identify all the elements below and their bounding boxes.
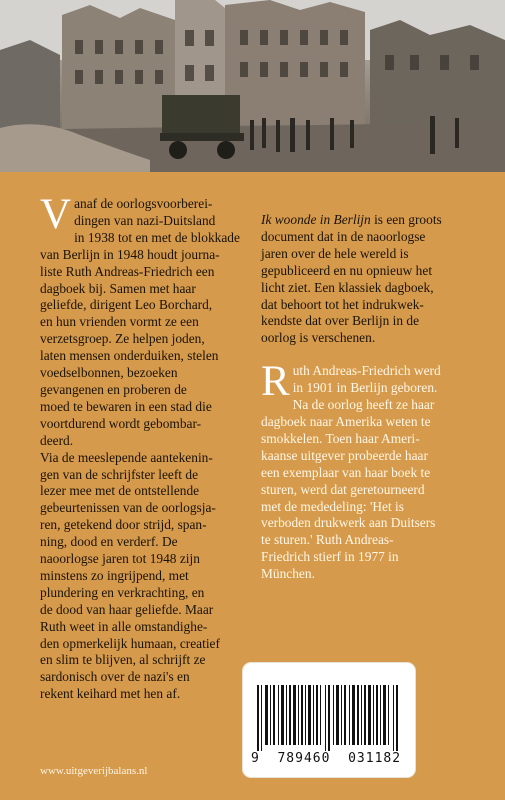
bio-line: een exemplaar van haar boek te: [261, 464, 431, 480]
bio-line: München.: [261, 566, 315, 582]
bio-line: kaanse uitgever probeerde haar: [261, 447, 428, 463]
bio-line: Friedrich stierf in 1977 in: [261, 549, 399, 565]
blurb-line: gebeurtenissen van de oorlogsja-: [40, 500, 216, 516]
blurb-line: de dood van haar geliefde. Maar: [40, 601, 214, 617]
intro-line: document dat in de naoorlogse: [261, 228, 426, 244]
author-bio: [261, 358, 461, 583]
bio-line: sturen, werd dat geretourneerd: [261, 481, 425, 497]
bio-line: Na de oorlog heeft ze haar: [292, 397, 435, 413]
barcode-icon: [257, 685, 401, 751]
bio-line: in 1901 in Berlijn geboren.: [292, 380, 438, 396]
bio-line: te sturen.' Ruth Andreas-: [261, 532, 394, 548]
bio-line: dagboek naar Amerika weten te: [261, 413, 431, 429]
blurb-line: deerd.: [40, 432, 74, 448]
blurb-line: liste Ruth Andreas-Friedrich een: [40, 263, 215, 279]
barcode-label: [243, 663, 415, 777]
blurb-line: voortdurend wordt gebombar-: [40, 415, 202, 431]
blurb-line: geliefde, dirigent Leo Borchard,: [40, 297, 213, 313]
intro-line: dat behoort tot het indrukwek-: [261, 296, 424, 312]
cover-photo-berlin-ruins: [0, 0, 505, 172]
blurb-line: rekent keihard met hen af.: [40, 686, 181, 702]
blurb-line: den opmerkelijk humaan, creatief: [40, 635, 220, 651]
blurb-line: en hun vrienden vormt ze een: [40, 314, 199, 330]
blurb-line: dagboek bij. Samen met haar: [40, 280, 196, 296]
blurb-paragraph: [40, 191, 250, 703]
intro-line: kendste dat over Berlijn in de: [261, 313, 420, 329]
intro-line: licht ziet. Een klassiek dagboek,: [261, 279, 434, 295]
intro-line: oorlog is verschenen.: [261, 330, 376, 346]
blurb-line: van Berlijn in 1948 houdt journa-: [40, 246, 220, 262]
blurb-line: gevangenen en proberen de: [40, 381, 187, 397]
blurb-line: minstens zo ingrijpend, met: [40, 567, 189, 583]
blurb-line: dingen van nazi-Duitsland: [74, 212, 216, 228]
intro-line: jaren over de hele wereld is: [261, 245, 409, 261]
bio-line: verboden drukwerk aan Duitsers: [261, 515, 436, 531]
intro-paragraph: [261, 212, 461, 347]
blurb-line: naoorlogse jaren tot 1948 zijn: [40, 551, 200, 567]
bio-line: met de mededeling: 'Het is: [261, 498, 404, 514]
blurb-line: moed te bewaren in een stad die: [40, 398, 212, 414]
publisher-website: www.uitgeverijbalans.nl: [40, 765, 148, 777]
right-column: [261, 212, 461, 583]
blurb-column: [40, 191, 250, 703]
bio-line: uth Andreas-Friedrich werd: [292, 363, 441, 379]
bio-dropcap: R: [261, 358, 290, 406]
blurb-line: voedselbonnen, bezoeken: [40, 365, 178, 381]
book-title: Ik woonde in Berlijn: [261, 212, 371, 227]
blurb-line: gen van de schrijfster leeft de: [40, 466, 199, 482]
blurb-line: verzetsgroep. Ze helpen joden,: [40, 331, 205, 347]
blurb-line: in 1938 tot en met de blokkade: [74, 229, 240, 245]
blurb-line: ren, getekend door strijd, span-: [40, 517, 207, 533]
isbn-number: 9 789460 031182: [251, 751, 402, 766]
blurb-line: en slim te blijven, al schrijft ze: [40, 652, 206, 668]
blurb-line: Ruth weet in alle omstandighe-: [40, 618, 208, 634]
ruins-illustration: [0, 0, 505, 172]
blurb-line: laten mensen onderduiken, stelen: [40, 348, 219, 364]
blurb-line: Via de meeslepende aantekenin-: [40, 449, 213, 465]
blurb-line: plundering en verkrachting, en: [40, 584, 205, 600]
blurb-line: anaf de oorlogsvoorberei-: [74, 196, 213, 211]
intro-line: gepubliceerd en nu opnieuw het: [261, 262, 433, 278]
intro-line: is een groots: [370, 212, 442, 227]
blurb-line: lezer mee met de ontstellende: [40, 483, 200, 499]
blurb-line: ning, dood en verderf. De: [40, 534, 178, 550]
bio-line: smokkelen. Toen haar Ameri-: [261, 430, 420, 446]
blurb-line: sardonisch over de nazi's en: [40, 669, 190, 685]
blurb-dropcap: V: [40, 191, 72, 238]
